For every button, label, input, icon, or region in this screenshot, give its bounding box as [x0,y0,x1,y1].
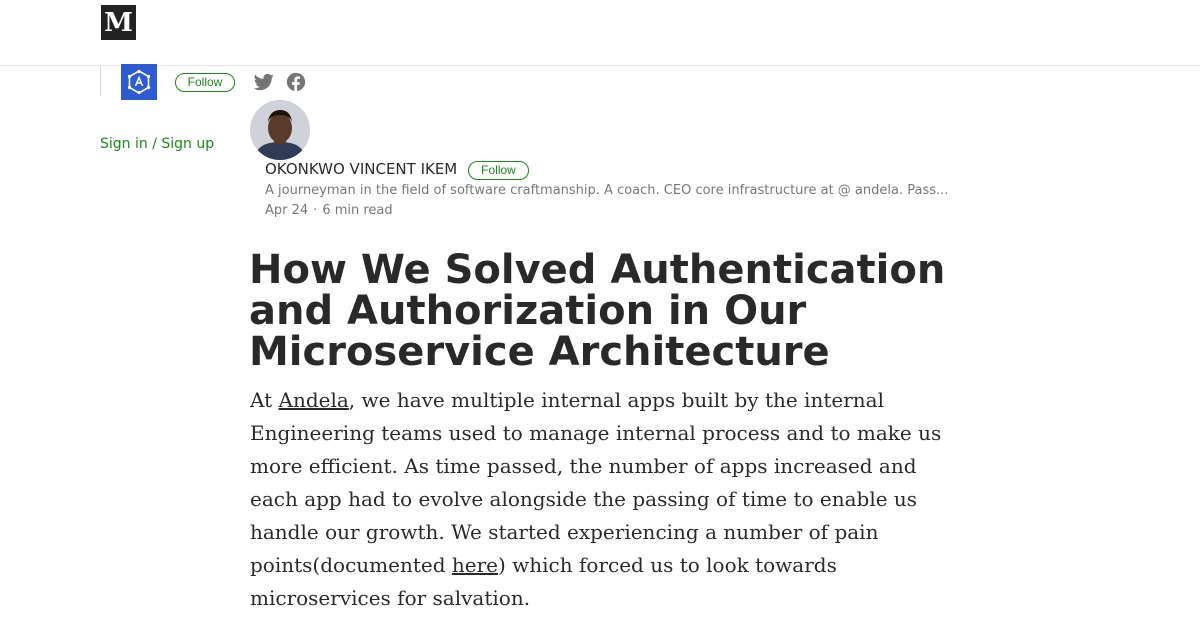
post-meta [265,203,393,218]
author-name-link[interactable]: OKONKWO VINCENT IKEM [265,160,458,178]
andela-link[interactable]: Andela [278,388,349,412]
medium-logo-icon[interactable] [101,5,136,40]
andela-publication-logo[interactable] [121,64,157,100]
paragraph-text-end: ) which forced us to look towards microservices for salvation. [250,553,837,610]
paragraph-text-middle: , we have multiple internal apps built by the internal Engineering teams used to manage internal process and to make us more efficient. As time passed, the number of apps increased and each app had to evolve alongside the passing of time to enable us handle our growth. We started experiencing a number of pain points(documented [250,388,942,577]
facebook-icon[interactable] [286,72,306,92]
publication-follow-button[interactable]: Follow [175,73,235,92]
author-bio: A journeyman in the field of software craftmanship. A coach. CEO core infrastructure at @ andela. Pass... [265,183,949,198]
here-link[interactable]: here [451,553,498,577]
author-follow-button[interactable]: Follow [468,161,529,180]
andela-logo-icon [126,69,152,95]
twitter-glyph [254,72,274,92]
article-title: How We Solved Authentication and Authorization in Our Microservice Architecture [249,247,946,375]
medium-logo-letter: M [104,7,133,38]
author-photo-icon [250,100,310,160]
paragraph-text-start: At [250,388,279,412]
twitter-icon[interactable] [254,72,274,92]
post-date-link[interactable]: Apr 24 [265,203,309,218]
sign-in-sign-up-link[interactable]: Sign in / Sign up [100,136,215,152]
read-time: 6 min read [322,203,393,218]
facebook-glyph [286,72,306,92]
publication-divider [100,66,101,96]
meta-separator: · [313,203,318,218]
author-avatar[interactable] [250,100,310,160]
top-navigation-bar [0,0,1200,66]
article-paragraph [250,384,950,615]
